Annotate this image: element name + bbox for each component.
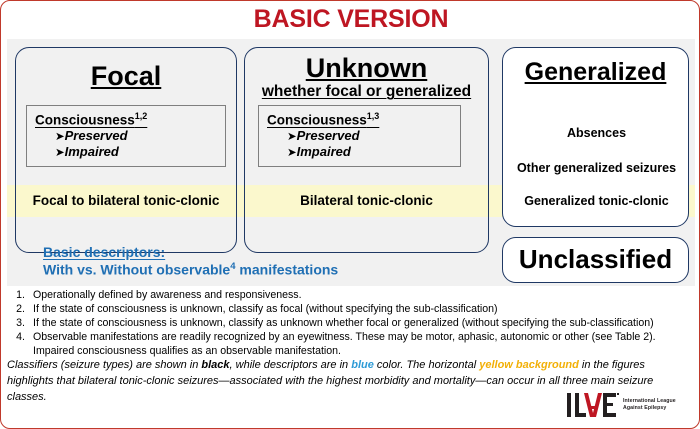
basic-descriptors-block	[43, 244, 473, 278]
footnote-number: 4.	[16, 330, 25, 343]
bullet-arrow-icon: ➤	[287, 147, 297, 160]
caption-black-word: black	[201, 359, 230, 371]
unknown-heading: Unknown whether focal or generalized	[245, 48, 488, 101]
unknown-consciousness-item: ➤Impaired	[287, 144, 351, 160]
unknown-consciousness-item: ➤Preserved	[287, 127, 360, 143]
unknown-consciousness-box	[258, 105, 461, 167]
focal-consciousness-box	[26, 105, 226, 167]
caption-yellow-word: yellow background	[479, 359, 579, 371]
unknown-subheading: whether focal or generalized	[261, 83, 472, 101]
ilae-wordmark-icon	[567, 393, 619, 417]
caption-part: in the figures highlights that bilateral tonic-clonic seizures—associated with the highest morbidity and mortality—can occur in all three main seizure classes.	[7, 359, 654, 403]
footnote-item	[9, 289, 697, 303]
bullet-arrow-icon: ➤	[287, 130, 297, 143]
footnote-item	[9, 331, 697, 359]
bullet-arrow-icon: ➤	[55, 147, 65, 160]
ilae-logo	[567, 393, 676, 417]
figure-title: BASIC VERSION	[253, 5, 449, 33]
footnote-number: 1.	[16, 289, 25, 301]
generalized-heading: Generalized	[524, 58, 667, 86]
footnote-text: Operationally defined by awareness and responsiveness.	[33, 289, 302, 301]
footnote-text: Observable manifestations are readily recognized by an eyewitness. These may be motor, aphasic, autonomic or other (see Table 2). Impaired consciousness qualifies as an observable manifestation.	[33, 330, 656, 357]
footnote-text: If the state of consciousness is unknown, classify as focal (without specifying the sub-classification)	[33, 302, 498, 315]
generalized-list-item: Other generalized seizures	[516, 161, 677, 175]
focal-heading: Focal	[90, 61, 162, 91]
generalized-list-item: Generalized tonic-clonic	[524, 194, 669, 208]
bullet-arrow-icon: ➤	[55, 130, 65, 143]
descriptors-title: Basic descriptors:	[43, 244, 166, 260]
focal-consciousness-label: Consciousness$^{1,2}$	[35, 111, 148, 128]
ilae-tagline	[623, 398, 676, 412]
unclassified-heading: Unclassified	[518, 244, 673, 274]
footnote-text: If the state of consciousness is unknown, classify as unknown whether focal or generalized (without specifying the sub-classification)	[33, 316, 654, 329]
ilae-tagline-line: Against Epilepsy	[623, 405, 667, 411]
footnote-item	[9, 317, 697, 331]
caption-blue-word: blue	[351, 359, 374, 371]
caption-part: , while descriptors are in	[229, 359, 352, 371]
unknown-tonic-clonic-label: Bilateral tonic-clonic	[300, 193, 433, 208]
focal-consciousness-item: ➤Preserved	[55, 127, 128, 143]
ilae-tagline-line: International League	[623, 397, 676, 404]
focal-tonic-clonic-label: Focal to bilateral tonic-clonic	[32, 193, 220, 208]
footnote-item	[9, 303, 697, 317]
footnote-list	[9, 289, 697, 359]
footnote-number: 2.	[16, 302, 25, 315]
descriptors-text: With vs. Without observable$^4$ manifestations	[43, 261, 339, 278]
caption-part: color. The horizontal	[373, 359, 480, 371]
focal-consciousness-item: ➤Impaired	[55, 144, 119, 160]
unclassified-class-box	[502, 237, 689, 283]
caption-part: Classifiers (seizure types) are shown in	[7, 359, 202, 371]
footnote-number: 3.	[16, 316, 25, 329]
generalized-list-item: Absences	[566, 126, 627, 140]
unknown-consciousness-label: Consciousness$^{1,3}$	[267, 111, 380, 128]
generalized-class-box	[502, 47, 689, 227]
